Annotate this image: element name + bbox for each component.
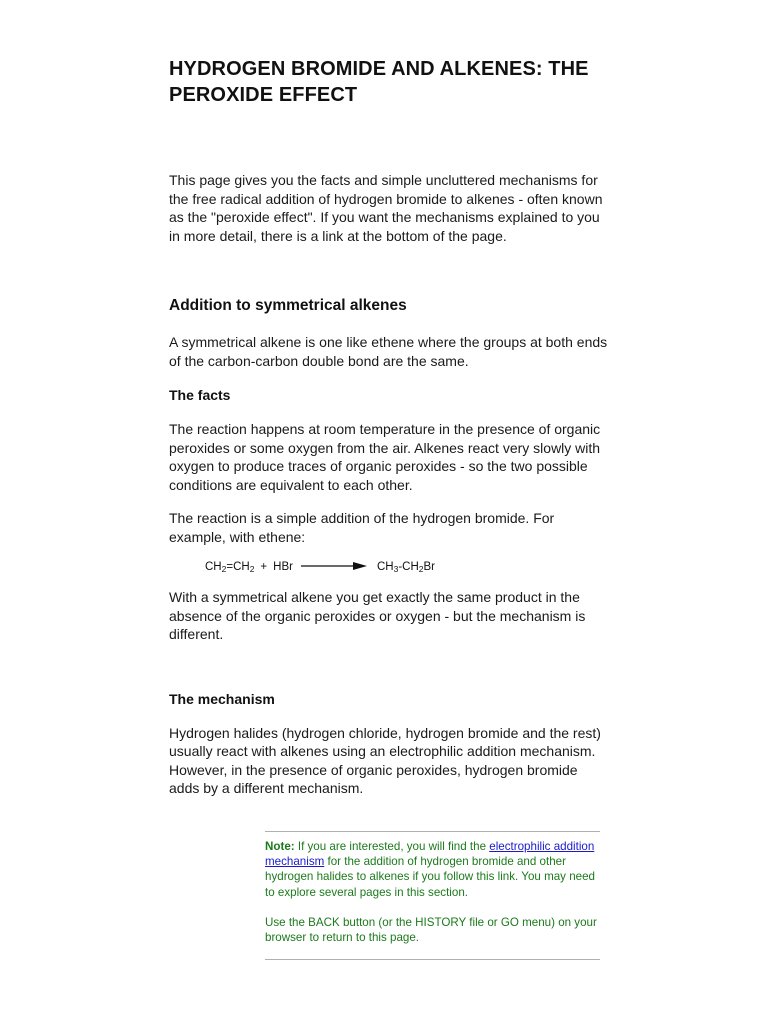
facts-paragraph: The reaction happens at room temperature in the presence of organic peroxides or some oxygen from the air. Alkenes react very slowly with oxygen to produce traces of organic peroxides - so the two possible conditions are equivalent to each other.	[169, 421, 601, 493]
mechanism-paragraph: Hydrogen halides (hydrogen chloride, hydrogen bromide and the rest) usually react with alkenes using an electrophilic addition mechanism. However, in the presence of organic peroxides, hydrogen bromide adds by a different mechanism.	[169, 724, 601, 796]
page-title: HYDROGEN BROMIDE AND ALKENES: THE PEROXIDE EFFECT	[169, 58, 589, 106]
reaction-arrow-icon	[301, 561, 367, 574]
symmetrical-definition: A symmetrical alkene is one like ethene where the groups at both ends of the carbon-carbon double bond are the same.	[169, 334, 608, 369]
note-first: Note: If you are interested, you will find the electrophilic addition mechanism for the addition of hydrogen bromide and other hydrogen halides to alkenes if you follow this link. You may need to explore several pages in this section.	[265, 840, 595, 899]
reactant-ethene: $CH_2=CH_2$	[205, 560, 255, 574]
reactant-hbr: HBr	[273, 561, 293, 573]
note-back-instruction: Use the BACK button (or the HISTORY file or GO menu) on your browser to return to this page.	[265, 915, 597, 945]
electrophilic-addition-link[interactable]: electrophilic addition mechanism	[265, 840, 595, 869]
reaction-paragraph: The reaction is a simple addition of the hydrogen bromide. For example, with ethene:	[169, 510, 555, 545]
symmetrical-product-paragraph: With a symmetrical alkene you get exactly the same product in the absence of the organic peroxides or oxygen - but the mechanism is different.	[169, 589, 586, 642]
plus-sign: +	[260, 561, 268, 573]
article	[169, 56, 609, 798]
mechanism-heading: The mechanism	[169, 690, 275, 707]
facts-heading: The facts	[169, 387, 231, 403]
intro-paragraph: This page gives you the facts and simple uncluttered mechanisms for the free radical addition of hydrogen bromide to alkenes - often known as the "peroxide effect". If you want the mechanisms explained to you in more detail, there is a link at the bottom of the page.	[169, 172, 603, 244]
reaction-equation	[205, 558, 609, 576]
product-bromoethane: $CH_3-CH_2Br$	[376, 560, 435, 574]
note-box	[265, 831, 600, 960]
section-heading-symmetrical: Addition to symmetrical alkenes	[169, 297, 407, 314]
note-label: Note:	[265, 840, 295, 853]
